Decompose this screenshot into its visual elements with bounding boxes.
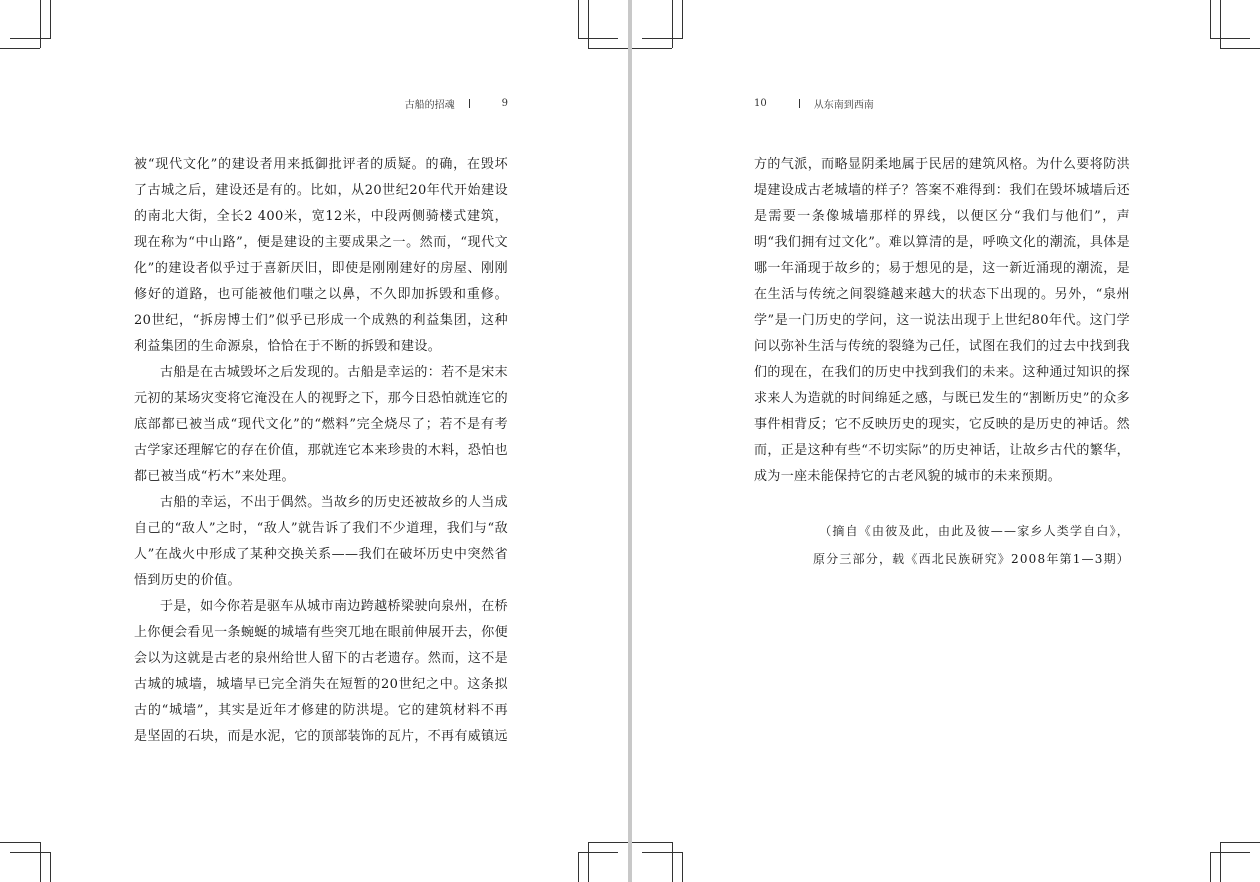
crop-mark xyxy=(588,0,589,48)
crop-mark xyxy=(1210,852,1250,853)
citation-line: （摘自《由彼及此，由此及彼——家乡人类学自白》， xyxy=(819,524,1130,538)
page-number: 10 xyxy=(754,98,767,109)
crop-mark xyxy=(1220,48,1260,49)
crop-mark xyxy=(672,842,673,882)
paragraph: 于是，如今你若是驱车从城市南边跨越桥梁驶向泉州，在桥上你便会看见一条蜿蜒的城墙有些突兀地在眼前伸展开去，你便会以为这就是古老的泉州给世人留下的古老遗存。然而，这不是古城的城墙，城墙早已完全消失在短暂的20世纪之中。这条拟古的“城墙”，其实是近年才修建的防洪堤。它的建筑材料不再是坚固的石块，而是水泥，它的顶部装饰的瓦片，不再有威镇远 xyxy=(134,599,508,744)
citation xyxy=(813,517,1130,573)
left-page xyxy=(0,0,628,882)
crop-mark xyxy=(682,0,683,39)
paragraph: 古船是在古城毁坏之后发现的。古船是幸运的：若不是宋末元初的某场灾变将它淹没在人的视野之下，那今日恐怕就连它的底部都已被当成“现代文化”的“燃料”完全烧尽了；若不是有考古学家还理解它的存在价值，那就连它本来珍贵的木料，恐怕也都已被当成“朽木”来处理。 xyxy=(134,365,508,484)
crop-mark xyxy=(1210,0,1211,39)
crop-mark xyxy=(1220,0,1221,48)
crop-mark xyxy=(0,842,40,843)
paragraph: 方的气派，而略显阴柔地属于民居的建筑风格。为什么要将防洪堤建设成古老城墙的样子？答案不难得到：我们在毁坏城墙后还是需要一条像城墙那样的界线，以便区分“我们与他们”，声明“我们拥有过文化”。难以算清的是，呼唤文化的潮流，具体是哪一年涌现于故乡的；易于想见的是，这一新近涌现的潮流，是在生活与传统之间裂缝越来越大的状态下出现的。另外，“泉州学”是一门历史的学问，这一说法出现于上世纪80年代。这门学问以弥补生活与传统的裂缝为己任，试图在我们的过去中找到我们的现在，在我们的历史中找到我们的未来。这种通过知识的探求来人为造就的时间绵延之感，与既已发生的“割断历史”的众多事件相背反；它不反映历史的现实，它反映的是历史的神话。然而，正是这种有些“不切实际”的历史神话，让故乡古代的繁华，成为一座未能保持它的古老风貌的城市的未来预期。 xyxy=(754,157,1130,484)
crop-mark xyxy=(588,48,628,49)
header-separator xyxy=(469,99,470,108)
crop-mark xyxy=(10,852,50,853)
crop-mark xyxy=(40,842,41,882)
crop-mark xyxy=(1210,38,1250,39)
crop-mark xyxy=(642,38,682,39)
crop-mark xyxy=(632,842,672,843)
crop-mark xyxy=(588,842,628,843)
right-page xyxy=(632,0,1260,882)
crop-mark xyxy=(578,0,579,39)
running-header xyxy=(754,96,874,111)
crop-mark xyxy=(672,0,673,48)
paragraph: 古船的幸运，不出于偶然。当故乡的历史还被故乡的人当成自己的“敌人”之时，“敌人”就告诉了我们不少道理，我们与“敌人”在战火中形成了某种交换关系——我们在破坏历史中突然省悟到历史的价值。 xyxy=(134,495,508,588)
crop-mark xyxy=(682,852,683,882)
crop-mark xyxy=(50,0,51,39)
paragraph: 被“现代文化”的建设者用来抵御批评者的质疑。的确，在毁坏了古城之后，建设还是有的。比如，从20世纪20年代开始建设的南北大街，全长2 400米，宽12米，中段两侧骑楼式建筑，现在称为“中山路”，便是建设的主要成果之一。然而，“现代文化”的建设者似乎过于喜新厌旧，即使是刚刚建好的房屋、刚刚修好的道路，也可能被他们嗤之以鼻，不久即加拆毁和重修。20世纪，“拆房博士们”似乎已形成一个成熟的利益集团，这种利益集团的生命源泉，恰恰在于不断的拆毁和建设。 xyxy=(134,157,508,354)
crop-mark xyxy=(632,48,672,49)
page-number: 9 xyxy=(501,98,508,109)
body-text xyxy=(134,152,508,750)
crop-mark xyxy=(588,842,589,882)
crop-mark xyxy=(40,0,41,48)
crop-mark xyxy=(578,852,579,882)
header-separator xyxy=(799,99,800,108)
citation-line: 原分三部分，载《西北民族研究》2008年第1—3期） xyxy=(812,552,1130,566)
running-header xyxy=(405,96,508,111)
crop-mark xyxy=(10,38,50,39)
crop-mark xyxy=(1220,842,1260,843)
chapter-title: 从东南到西南 xyxy=(813,100,874,111)
chapter-title: 古船的招魂 xyxy=(404,100,455,111)
crop-mark xyxy=(578,38,618,39)
crop-mark xyxy=(1220,842,1221,882)
body-text xyxy=(754,152,1130,490)
crop-mark xyxy=(0,48,40,49)
crop-mark xyxy=(1210,852,1211,882)
crop-mark xyxy=(642,852,682,853)
crop-mark xyxy=(578,852,618,853)
crop-mark xyxy=(50,852,51,882)
